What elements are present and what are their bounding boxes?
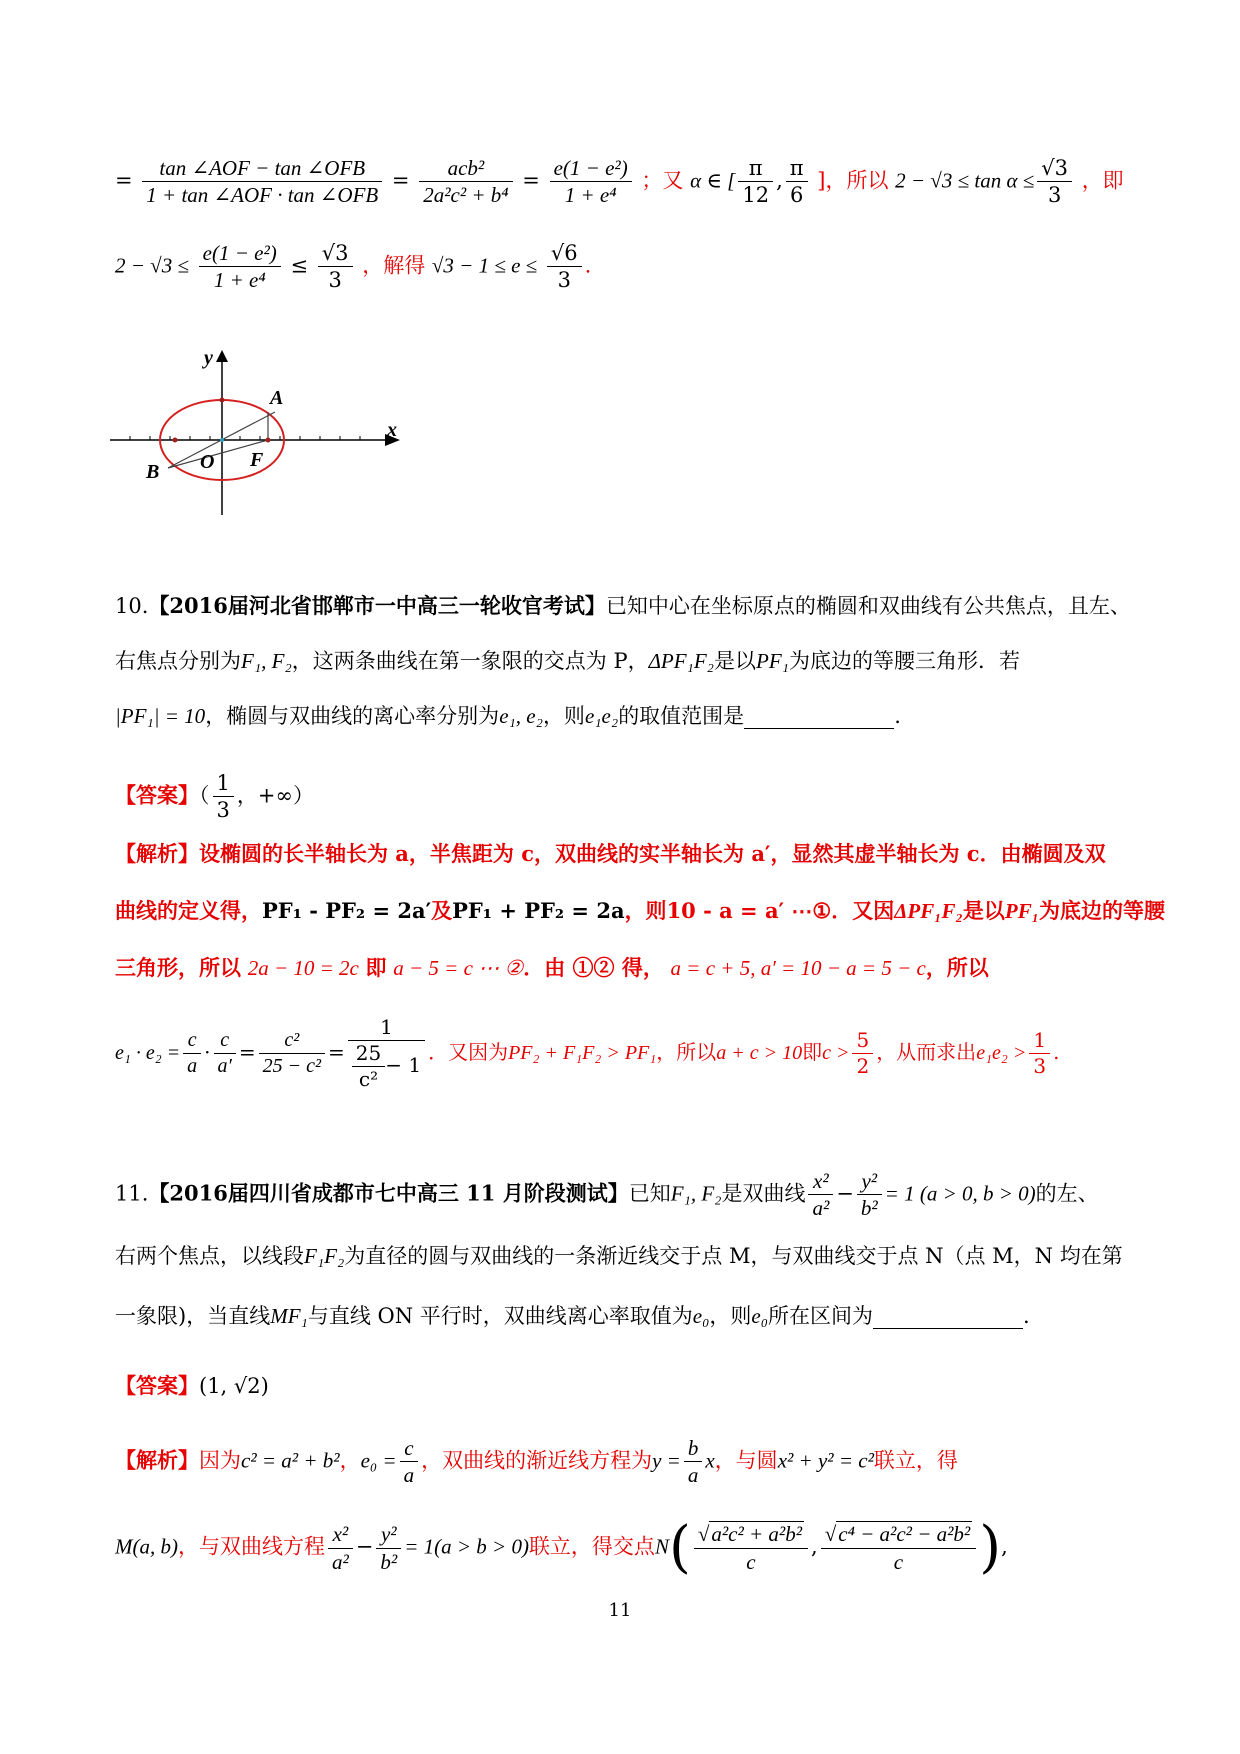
three: 3 <box>557 268 571 293</box>
qnum: 10. <box>115 594 149 618</box>
q10-line-3 <box>115 700 1130 732</box>
text: 一象限)，当直线 <box>115 1304 271 1328</box>
solution-10-line-2 <box>115 895 1166 927</box>
pi: π <box>786 155 808 182</box>
text: 联立，得 <box>873 1448 958 1473</box>
math: e₁ · e₂ = <box>115 1042 181 1064</box>
a2: a² <box>812 1196 830 1221</box>
fraction-denominator: 1 + e⁴ <box>564 183 617 208</box>
fraction-denominator: 1 + tan ∠AOF · tan ∠OFB <box>146 183 379 208</box>
source: 【2016届河北省邯郸市一中高三一轮收官考试】 <box>148 593 606 618</box>
three: 3 <box>328 268 342 293</box>
solution-10-line-4: e₁ · e₂ = $\frac{c}{a}$ · $\frac{c}{a'}$ = $\frac{\text{c²}}{\text{25 − c²}}$ = 1 $\frac{25}{\text{c²}}$ − 1 ．又因为PF₂ + F₁F₂ > PF₁，所以a + c > 10即c > $\frac{5}{2}$ ，从而求出e₁e₂ > $\frac{1}{3}$ . <box>115 1015 1060 1091</box>
three: 3 <box>1033 1054 1047 1078</box>
ellipse-figure <box>110 350 450 520</box>
minus1: − 1 <box>385 1053 422 1077</box>
sqrt3: √3 <box>1037 155 1072 182</box>
text: 是双曲线 <box>721 1181 806 1206</box>
c: c <box>893 1549 904 1574</box>
derivation-line-1: = $\frac{\text{tan ∠AOF − tan ∠OFB}}{\text{1 + tan ∠AOF · tan ∠OFB}}$ = $\frac{\text{acb²}}{\text{2a²c² + b⁴}}$ = $\frac{\text{e(1 − e²)}}{\text{1 + e⁴}}$ ；又 α ∈ [ $\frac{\pi}{12}$ , $\frac{\pi}{6}$ ]，所以 2 − √3 ≤ tan α ≤ $\frac{√3}{3}$ ，即 <box>115 156 1124 208</box>
twentyfive: 25 <box>352 1041 385 1067</box>
y2: y² <box>376 1521 401 1548</box>
math: e₁e₂ > <box>976 1042 1027 1064</box>
answer-10 <box>115 770 1130 824</box>
math: e₀ = <box>360 1448 397 1473</box>
q11-line-3 <box>115 1300 1130 1332</box>
q11-line-2 <box>115 1240 1130 1272</box>
focus-right <box>266 438 271 443</box>
text: 设椭圆的长半轴长为 a，半焦距为 c，双曲线的实半轴长为 a′，显然其虚半轴长为 c．由椭圆及双 <box>199 841 1106 866</box>
focus-left <box>173 438 178 443</box>
page-number: 11 <box>608 1600 632 1621</box>
comma: , <box>811 1534 818 1559</box>
a: a <box>687 1463 699 1488</box>
math: c² = a² + b² <box>241 1448 340 1473</box>
text: 曲线的定义得， <box>115 898 262 923</box>
period: . <box>1053 1040 1060 1064</box>
text: 为底边的等腰三角形．若 <box>788 649 1020 673</box>
twelve: 12 <box>742 183 770 208</box>
math: MF₁ <box>270 1304 308 1328</box>
b: b <box>684 1435 703 1462</box>
six: 6 <box>789 183 804 208</box>
point-top <box>220 398 225 403</box>
text: ，从而求出 <box>876 1040 977 1064</box>
text: 右焦点分别为 <box>115 649 241 673</box>
c: c <box>746 1549 756 1574</box>
text: 的取值范围是 <box>618 704 745 728</box>
math: e₁, e₂ <box>499 704 543 728</box>
math: = 1 (a > 0, b > 0) <box>884 1181 1036 1206</box>
solution-11-line-2 <box>115 1515 1130 1580</box>
text: ，则 <box>709 1304 752 1328</box>
minus: − <box>836 1181 854 1206</box>
x: x <box>705 1448 715 1473</box>
nx: a²c² + a²b² <box>711 1522 803 1547</box>
answer-rest: ，+∞） <box>236 783 314 808</box>
point-n: N <box>654 1534 669 1559</box>
math: 2 − √3 ≤ <box>115 253 189 278</box>
math: a = c + 5, a′ = 10 − a = 5 − c <box>670 956 926 980</box>
text: 及 <box>431 898 453 923</box>
solution-label: 【解析】 <box>115 841 199 866</box>
c2: c² <box>259 1028 325 1054</box>
math: e₁e₂ <box>584 704 619 728</box>
den: 25 − c² <box>262 1055 322 1077</box>
fraction-numerator: e(1 − e²) <box>550 155 632 182</box>
three: 3 <box>216 798 230 823</box>
text: ，所以 <box>925 955 989 980</box>
comma: , <box>1001 1534 1008 1559</box>
text: 即 <box>365 955 387 980</box>
y-axis-arrow <box>216 350 228 362</box>
period: . <box>894 704 901 728</box>
five: 5 <box>852 1028 873 1054</box>
point-a-label: A <box>270 387 284 409</box>
text: 已知 <box>628 1181 671 1206</box>
denominator: 1 + e⁴ <box>213 268 266 293</box>
math: PF₁ <box>1004 899 1040 923</box>
math: e₀ <box>751 1304 769 1328</box>
text: ]，所以 <box>817 168 889 193</box>
origin-label: O <box>200 451 215 473</box>
text: 因为 <box>199 1448 241 1473</box>
c: c <box>183 1028 201 1054</box>
qnum: 11. <box>115 1181 149 1206</box>
one: 1 <box>1029 1028 1050 1054</box>
text: 是以 <box>714 649 756 673</box>
x2: x² <box>328 1521 353 1548</box>
math: M(a, b) <box>115 1534 178 1559</box>
text: 三角形，所以 <box>115 955 241 980</box>
text: ．又因为 <box>428 1040 509 1064</box>
answer-blank <box>744 706 894 729</box>
solution-11-line-1 <box>115 1435 1130 1489</box>
compound-denominator <box>348 1041 425 1092</box>
close-paren: ) <box>979 1515 1002 1580</box>
b2: b² <box>860 1196 878 1221</box>
sqrt3: √3 <box>318 240 353 267</box>
text: 已知中心在坐标原点的椭圆和双曲线有公共焦点，且左、 <box>605 594 1131 618</box>
text: ，则 <box>542 704 585 728</box>
solution-10-line-1 <box>115 838 1130 870</box>
math: a − 5 = c ⋯ ② <box>393 956 524 980</box>
math: = 1(a > b > 0) <box>404 1534 529 1559</box>
nx-num: √a²c² + a²b² <box>694 1521 808 1548</box>
math: |PF₁| = 10 <box>115 704 206 728</box>
c2: c² <box>358 1067 379 1091</box>
text: 所在区间为 <box>768 1304 874 1328</box>
math: ΔPF₁F₂ <box>894 899 963 923</box>
a: a <box>403 1463 415 1488</box>
source: 【2016届四川省成都市七中高三 11 月阶段测试】 <box>148 1180 629 1206</box>
text: 为底边的等腰 <box>1039 898 1166 923</box>
answer-label: 【答案】 <box>115 782 199 808</box>
math: 2 − √3 ≤ tan α ≤ <box>895 168 1035 193</box>
ny-num: √c⁴ − a²c² − a²b² <box>821 1521 977 1548</box>
text: ，与圆 <box>714 1448 778 1473</box>
math: 10 - a = a′ ⋯① <box>666 898 832 923</box>
q11-line-1 <box>115 1168 1130 1222</box>
text: ，与双曲线方程 <box>177 1534 325 1559</box>
math: ΔPF₁F₂ <box>648 649 714 673</box>
text: 的左、 <box>1035 1181 1099 1206</box>
c: c <box>214 1028 236 1054</box>
a: a <box>187 1055 198 1077</box>
period: . <box>1023 1304 1030 1328</box>
sqrt6: √6 <box>547 240 582 267</box>
x2: x² <box>808 1168 833 1195</box>
a2: a² <box>331 1549 349 1574</box>
math: y = <box>652 1448 681 1473</box>
answer-value: (1, √2) <box>199 1374 269 1398</box>
text: 即 <box>802 1040 823 1064</box>
math: 2a − 10 = 2c <box>247 956 359 980</box>
math: PF₁ + PF₂ = 2a <box>452 898 625 923</box>
solution-label: 【解析】 <box>115 1447 199 1473</box>
math: PF₁ <box>756 649 789 673</box>
y2: y² <box>857 1168 882 1195</box>
period: . <box>584 253 592 278</box>
text: 与直线 ON 平行时，双曲线离心率取值为 <box>307 1304 693 1328</box>
fraction-numerator: tan ∠AOF − tan ∠OFB <box>142 155 382 182</box>
text: ，这两条曲线在第一象限的交点为 P， <box>291 649 649 673</box>
text: 联立，得交点 <box>528 1534 655 1559</box>
text: ．由 ①② 得， <box>523 955 664 980</box>
fraction-numerator: acb² <box>419 155 512 182</box>
one: 1 <box>213 770 234 797</box>
math: F₁, F₂ <box>670 1181 722 1206</box>
three: 3 <box>1047 183 1062 208</box>
text: ；又 <box>641 168 684 193</box>
math: PF₁ - PF₂ = 2a′ <box>262 898 432 923</box>
point-f-label: F <box>250 449 264 471</box>
origin <box>220 438 224 442</box>
c: c <box>400 1435 419 1462</box>
text: ，双曲线的渐近线方程为 <box>421 1448 653 1473</box>
point-b-label: B <box>146 461 160 483</box>
math: F₁, F₂ <box>241 649 292 673</box>
x-label: x <box>387 419 397 441</box>
answer-11 <box>115 1370 1130 1402</box>
ny: c⁴ − a²c² − a²b² <box>838 1522 971 1547</box>
answer-label: 【答案】 <box>115 1373 199 1398</box>
numerator: e(1 − e²) <box>199 240 281 267</box>
pi: π <box>738 155 773 182</box>
one: 1 <box>348 1015 425 1041</box>
math: PF₂ + F₁F₂ > PF₁ <box>508 1042 657 1064</box>
two: 2 <box>856 1054 870 1078</box>
math: x² + y² = c² <box>777 1448 874 1473</box>
math: a + c > 10 <box>716 1042 803 1064</box>
math: √3 − 1 ≤ e ≤ <box>431 253 538 278</box>
q10-line-2 <box>115 645 1130 677</box>
derivation-line-2 <box>115 240 1130 294</box>
text: 是以 <box>962 898 1005 923</box>
text: ，则 <box>624 898 667 923</box>
fraction-denominator: 2a²c² + b⁴ <box>423 183 509 208</box>
math: e₀ <box>692 1304 710 1328</box>
open-paren: ( <box>668 1515 691 1580</box>
text: 为直径的圆与双曲线的一条渐近线交于点 M，与双曲线交于点 N（点 M，N 均在第 <box>344 1244 1123 1268</box>
text: 右两个焦点，以线段 <box>115 1244 304 1268</box>
paren: （ <box>199 783 210 808</box>
text: ，椭圆与双曲线的离心率分别为 <box>205 704 500 728</box>
q10-line-1 <box>115 590 1130 622</box>
b2: b² <box>380 1549 398 1574</box>
text: ，解得 <box>362 253 426 278</box>
text: ， <box>339 1448 361 1473</box>
text: ．又因 <box>831 898 895 923</box>
math: α ∈ [ <box>690 168 736 193</box>
text: ，所以 <box>656 1040 717 1064</box>
minus: − <box>355 1534 374 1559</box>
le: ≤ <box>290 253 309 278</box>
answer-blank <box>873 1306 1023 1329</box>
ap: a′ <box>217 1055 232 1077</box>
text: ，即 <box>1081 168 1124 193</box>
y-label: y <box>204 350 213 369</box>
math: c > <box>822 1042 850 1064</box>
solution-10-line-3 <box>115 952 1130 984</box>
math: F₁F₂ <box>304 1244 345 1268</box>
